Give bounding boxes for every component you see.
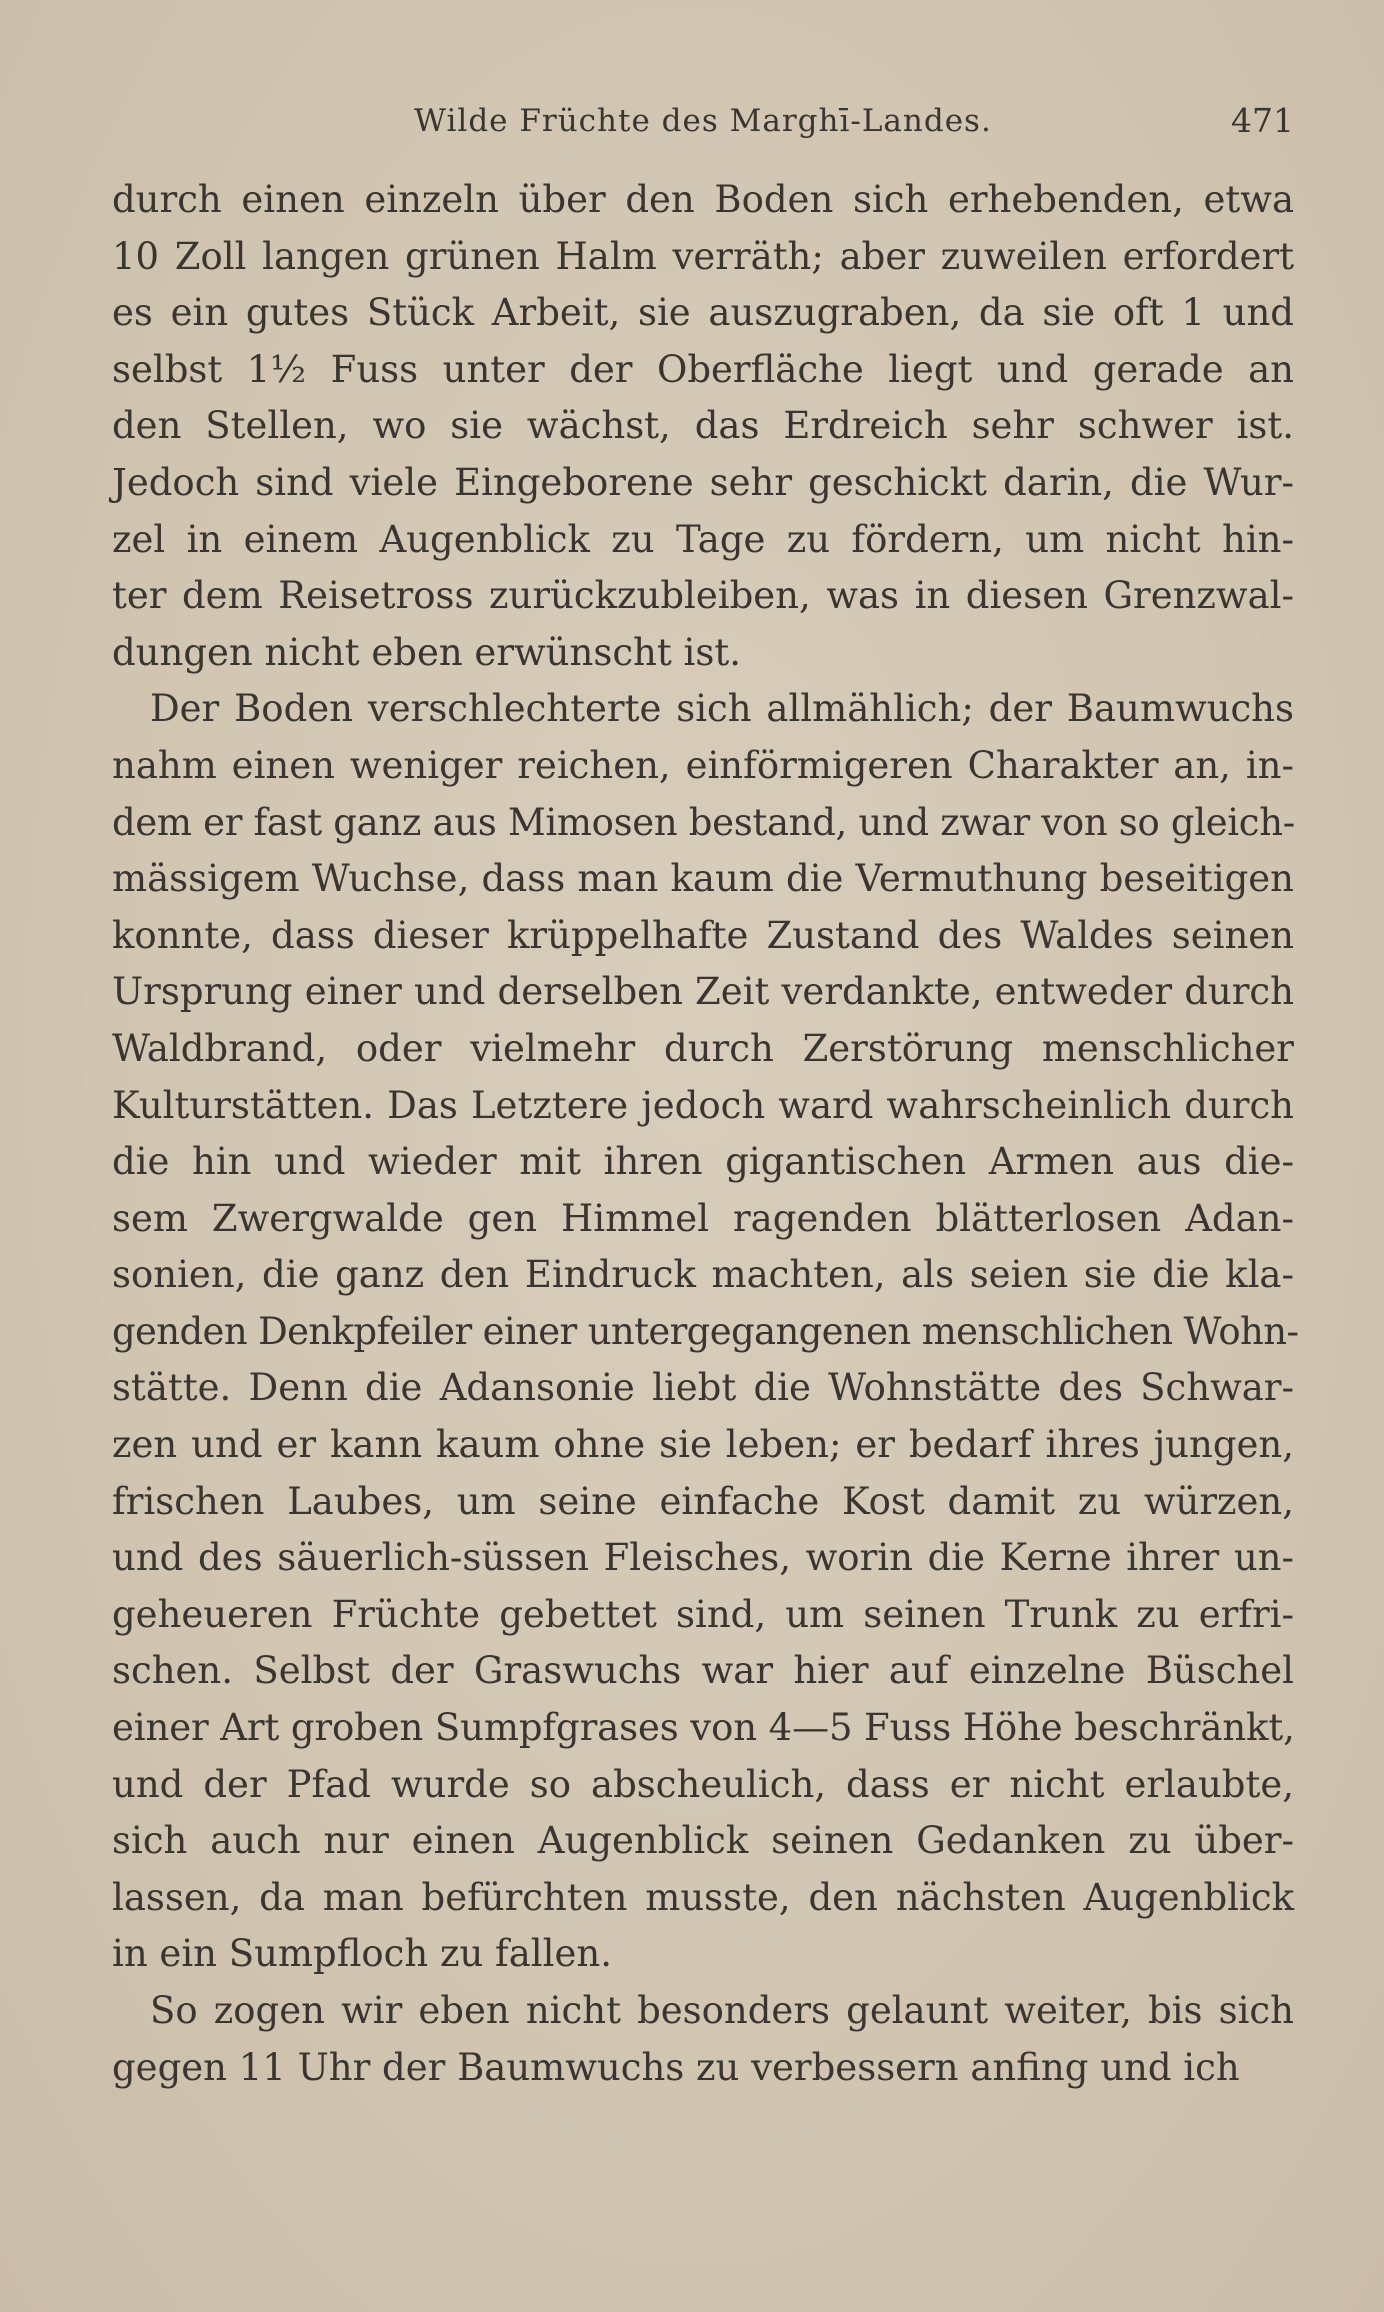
text-line: in ein Sumpfloch zu fallen. <box>112 1932 612 1976</box>
paragraph <box>112 1983 1294 2096</box>
body-text <box>112 172 1299 2096</box>
text-line: dem er fast ganz aus Mimosen bestand, und zwar von so gleich- <box>112 800 1295 844</box>
text-line: konnte, dass dieser krüppelhafte Zustand des Waldes seinen <box>112 913 1294 957</box>
text-line: schen. Selbst der Graswuchs war hier auf einzelne Büschel <box>112 1649 1294 1693</box>
text-line: mässigem Wuchse, dass man kaum die Vermuthung beseitigen <box>112 857 1294 901</box>
text-line: geheueren Früchte gebettet sind, um seinen Trunk zu erfri- <box>112 1592 1294 1636</box>
text-line: es ein gutes Stück Arbeit, sie auszugraben, da sie oft 1 und <box>112 291 1294 335</box>
paragraph <box>112 681 1299 1983</box>
text-line: frischen Laubes, um seine einfache Kost damit zu würzen, <box>112 1479 1294 1523</box>
text-line: So zogen wir eben nicht besonders gelaunt weiter, bis sich <box>150 1989 1294 2032</box>
text-line: selbst 1½ Fuss unter der Oberfläche liegt und gerade an <box>112 347 1294 391</box>
paragraph <box>112 172 1294 681</box>
text-line: Jedoch sind viele Eingeborene sehr geschickt darin, die Wur- <box>112 460 1294 504</box>
text-line: zel in einem Augenblick zu Tage zu fördern, um nicht hin- <box>112 517 1294 561</box>
text-line: Kulturstätten. Das Letztere jedoch ward wahrscheinlich durch <box>112 1083 1294 1127</box>
text-line: den Stellen, wo sie wächst, das Erdreich sehr schwer ist. <box>112 404 1294 448</box>
text-line: stätte. Denn die Adansonie liebt die Wohnstätte des Schwar- <box>112 1366 1294 1410</box>
text-line: und der Pfad wurde so abscheulich, dass er nicht erlaubte, <box>112 1762 1294 1806</box>
text-line: dungen nicht eben erwünscht ist. <box>112 630 741 674</box>
text-line: 10 Zoll langen grünen Halm verräth; aber zuweilen erfordert <box>112 234 1294 278</box>
text-line: Waldbrand, oder vielmehr durch Zerstörung menschlicher <box>112 1026 1294 1070</box>
running-head <box>112 96 1294 146</box>
text-line: zen und er kann kaum ohne sie leben; er bedarf ihres jungen, <box>112 1423 1294 1467</box>
page-number: 471 <box>1231 101 1294 140</box>
text-line: genden Denkpfeiler einer untergegangenen menschlichen Wohn- <box>112 1309 1299 1353</box>
text-line: ter dem Reisetross zurückzubleiben, was in diesen Grenzwal- <box>112 574 1294 618</box>
text-line: durch einen einzeln über den Boden sich erhebenden, etwa <box>112 178 1294 221</box>
text-line: einer Art groben Sumpfgrases von 4—5 Fuss Höhe beschränkt, <box>112 1706 1295 1750</box>
text-line: lassen, da man befürchten musste, den nächsten Augenblick <box>112 1875 1294 1919</box>
text-line: sonien, die ganz den Eindruck machten, als seien sie die kla- <box>112 1253 1294 1297</box>
running-title: Wilde Früchte des Marghī-Landes. <box>414 103 992 139</box>
text-line: gegen 11 Uhr der Baumwuchs zu verbessern anfing und ich <box>112 2045 1240 2089</box>
text-line: Der Boden verschlechterte sich allmählich; der Baumwuchs <box>150 687 1294 731</box>
text-line: sich auch nur einen Augenblick seinen Gedanken zu über- <box>112 1819 1294 1863</box>
text-line: Ursprung einer und derselben Zeit verdankte, entweder durch <box>112 970 1294 1014</box>
text-line: sem Zwergwalde gen Himmel ragenden blätterlosen Adan- <box>112 1196 1294 1240</box>
text-line: und des säuerlich-süssen Fleisches, worin die Kerne ihrer un- <box>112 1536 1294 1580</box>
text-line: nahm einen weniger reichen, einförmigeren Charakter an, in- <box>112 743 1294 787</box>
text-line: die hin und wieder mit ihren gigantischen Armen aus die- <box>112 1140 1294 1184</box>
